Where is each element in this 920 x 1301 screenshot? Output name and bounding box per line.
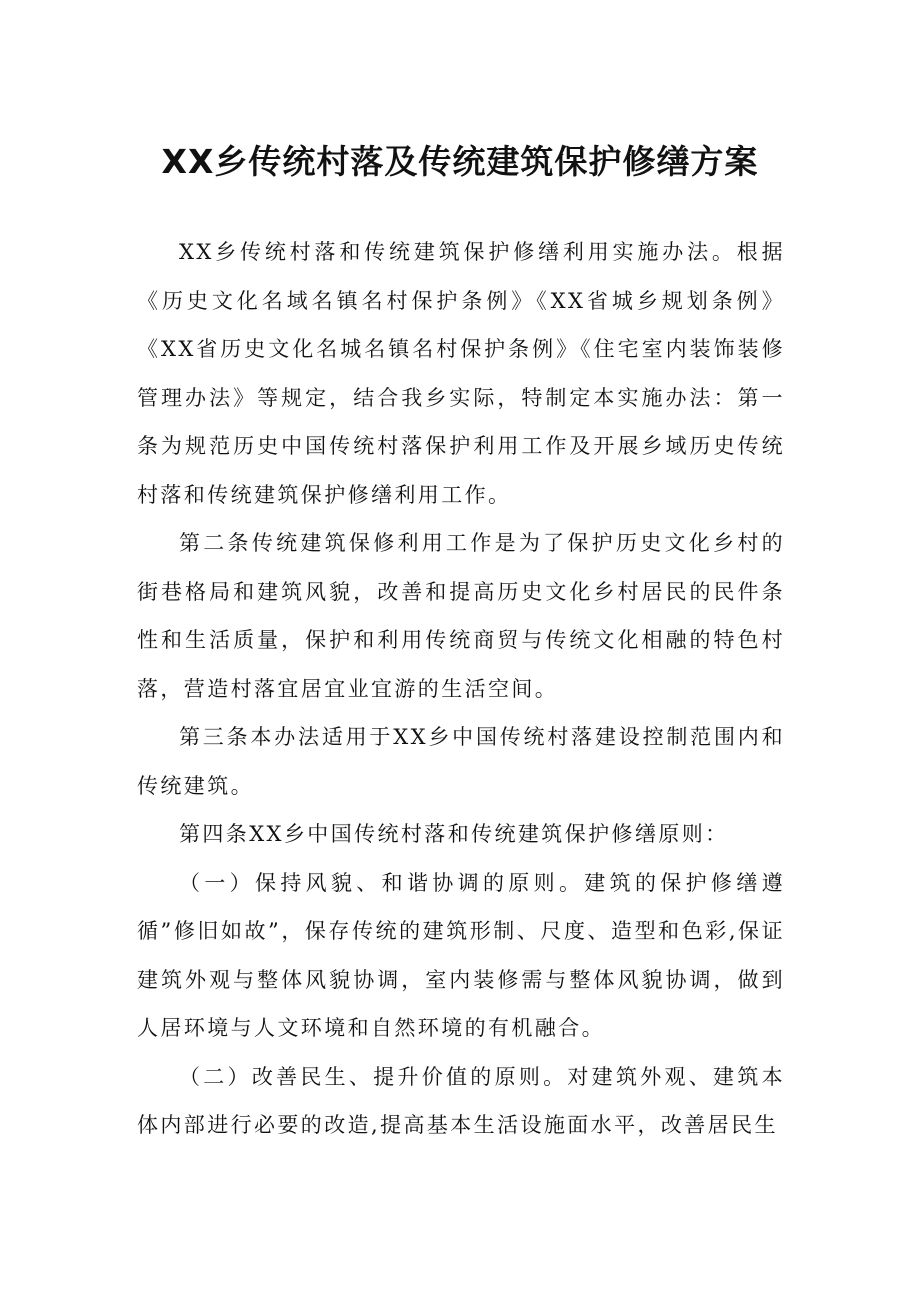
- paragraph-principle-2: （二）改善民生、提升价值的原则。对建筑外观、建筑本体内部进行必要的改造,提高基本生活设施面水平，改善居民生: [137, 1064, 785, 1137]
- paragraph-principle-1: （一）保持风貌、和谐协调的原则。建筑的保护修缮遵循”修旧如故”，保存传统的建筑形制、尺度、造型和色彩,保证建筑外观与整体风貌协调，室内装修需与整体风貌协调，做到人居环境与人文环境和自然环境的有机融合。: [137, 870, 785, 1040]
- paragraph-article-3: 第三条本办法适用于XX乡中国传统村落建设控制范围内和传统建筑。: [137, 725, 785, 798]
- paragraph-article-2: 第二条传统建筑保修利用工作是为了保护历史文化乡村的街巷格局和建筑风貌，改善和提高历史文化乡村居民的民件条性和生活质量，保护和利用传统商贸与传统文化相融的特色村落，营造村落宜居宜业宜游的生活空间。: [137, 531, 785, 701]
- paragraph-article-4: 第四条XX乡中国传统村落和传统建筑保护修缮原则：: [179, 822, 729, 846]
- paragraph-intro: XX乡传统村落和传统建筑保护修缮利用实施办法。根据《历史文化名域名镇名村保护条例》《XX省城乡规划条例》《XX省历史文化名城名镇名村保护条例》《住宅室内装饰装修管理办法》等规定，结合我乡实际，特制定本实施办法：第一条为规范历史中国传统村落保护利用工作及开展乡域历史传统村落和传统建筑保护修缮利用工作。: [137, 240, 785, 507]
- document-body: [137, 228, 785, 1150]
- document-title: XX乡传统村落及传统建筑保护修缮方案: [161, 142, 759, 181]
